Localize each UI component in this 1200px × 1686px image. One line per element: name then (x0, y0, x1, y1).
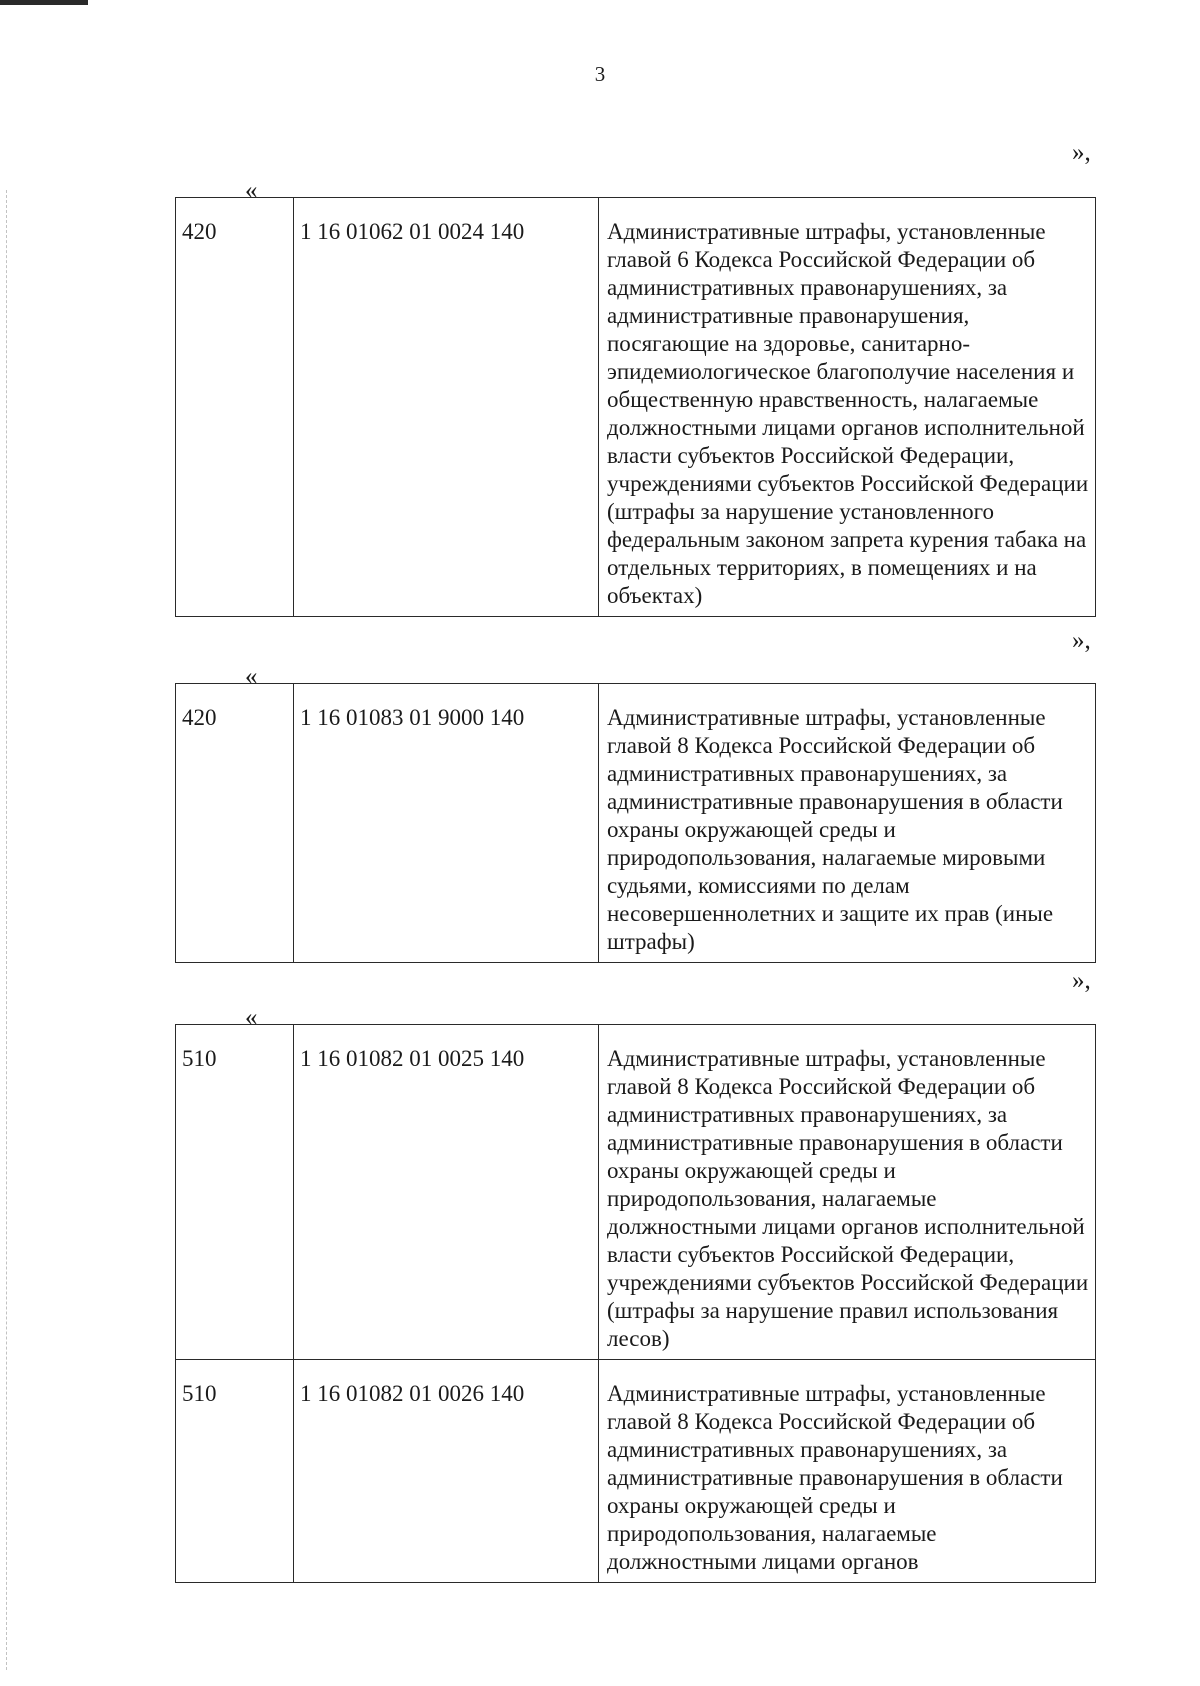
admin-code-cell: 510 (176, 1360, 294, 1583)
description-cell: Административные штрафы, установленные главой 6 Кодекса Российской Федерации об административных правонарушениях, за административные правонарушения, посягающие на здоровье, санитарно-эпидемиологическое благополучие населения и общественную нравственность, налагаемые должностными лицами органов исполнительной власти субъектов Российской Федерации, учреждениями субъектов Российской Федерации (штрафы за нарушение установленного федеральным законом запрета курения табака на отдельных территориях, в помещениях и на объектах) (599, 198, 1096, 617)
description-cell: Административные штрафы, установленные главой 8 Кодекса Российской Федерации об административных правонарушениях, за административные правонарушения в области охраны окружающей среды и природопользования, налагаемые должностными лицами органов исполнительной власти субъектов Российской Федерации, учреждениями субъектов Российской Федерации (штрафы за нарушение правил использования лесов) (599, 1025, 1096, 1360)
budget-code-cell: 1 16 01083 01 9000 140 (294, 684, 599, 963)
admin-code-cell: 510 (176, 1025, 294, 1360)
page-number: 3 (594, 62, 606, 86)
opening-quote: « (245, 177, 258, 204)
fines-table (175, 197, 1096, 617)
opening-quote: « (245, 1004, 258, 1031)
description-cell: Административные штрафы, установленные главой 8 Кодекса Российской Федерации об административных правонарушениях, за административные правонарушения в области охраны окружающей среды и природопользования, налагаемые мировыми судьями, комиссиями по делам несовершеннолетних и защите их прав (иные штрафы) (599, 684, 1096, 963)
table-row (176, 1025, 1096, 1360)
admin-code-cell: 420 (176, 198, 294, 617)
fines-table (175, 683, 1096, 963)
closing-quote: », (1072, 627, 1091, 654)
scan-artifact-mark (0, 0, 88, 5)
budget-code-cell: 1 16 01082 01 0026 140 (294, 1360, 599, 1583)
table-row (176, 1360, 1096, 1583)
closing-quote: », (1072, 139, 1091, 166)
admin-code-cell: 420 (176, 684, 294, 963)
scan-binding-edge (6, 190, 8, 1670)
opening-quote: « (245, 663, 258, 690)
fines-table (175, 1024, 1096, 1583)
table-row (176, 198, 1096, 617)
table-row (176, 684, 1096, 963)
description-cell: Административные штрафы, установленные главой 8 Кодекса Российской Федерации об административных правонарушениях, за административные правонарушения в области охраны окружающей среды и природопользования, налагаемые должностными лицами органов (599, 1360, 1096, 1583)
budget-code-cell: 1 16 01082 01 0025 140 (294, 1025, 599, 1360)
closing-quote: », (1072, 967, 1091, 994)
budget-code-cell: 1 16 01062 01 0024 140 (294, 198, 599, 617)
